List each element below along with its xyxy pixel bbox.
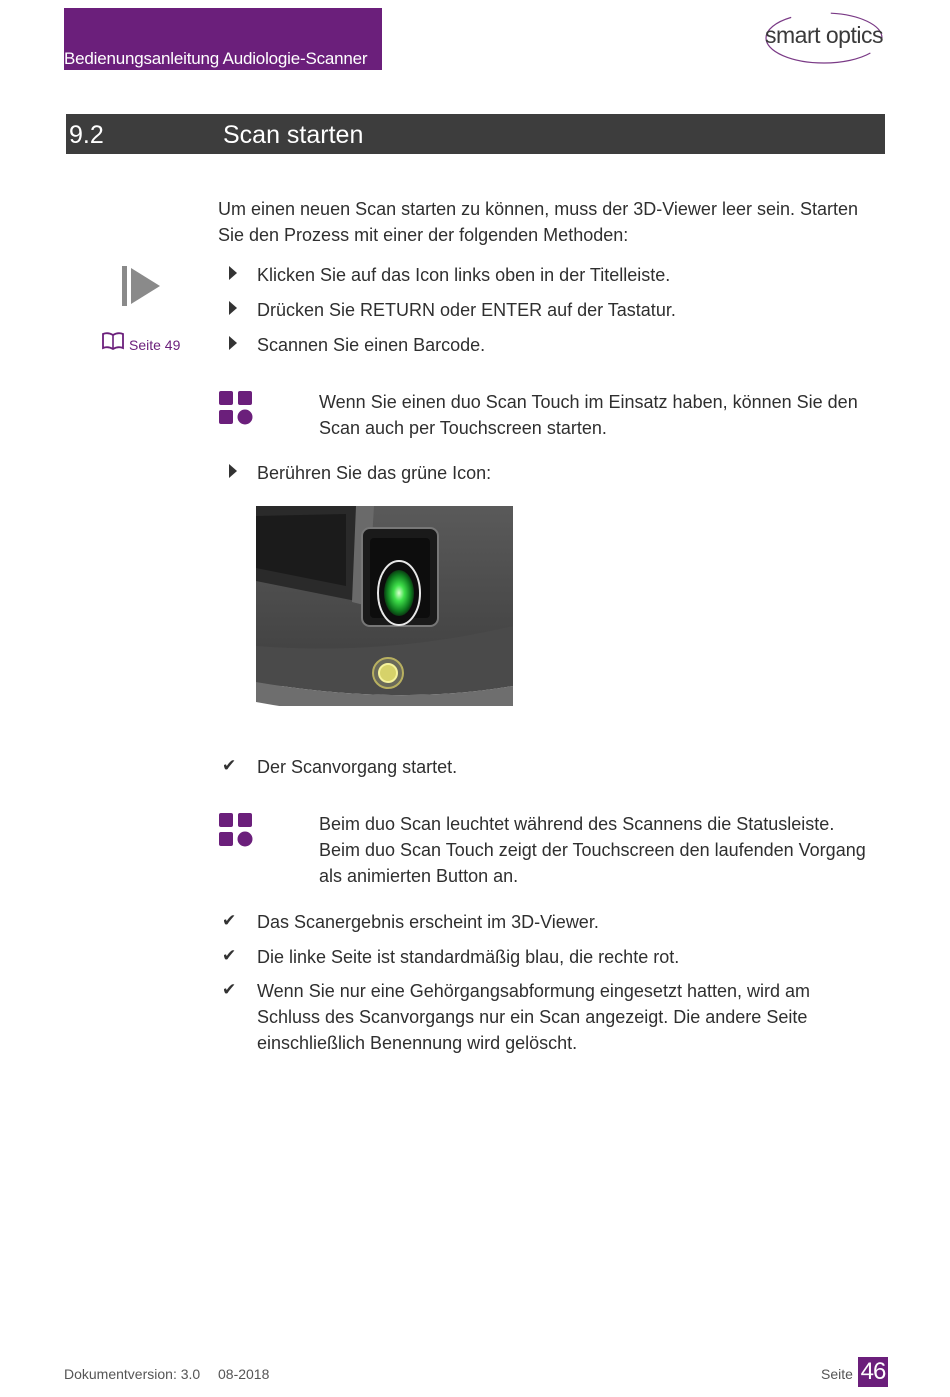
bullet-arrow-icon (229, 301, 237, 315)
note-text: Beim duo Scan leuchtet während des Scannens die Statusleiste. Beim duo Scan Touch zeigt der Touchscreen den laufenden Vorgang als animierten Button an. (319, 814, 866, 886)
bullet-arrow-icon (229, 336, 237, 350)
section-heading-bar (66, 114, 885, 154)
document-version: Dokumentversion: 3.0 (64, 1366, 201, 1382)
check-icon: ✔ (222, 946, 237, 966)
device-note-icon (218, 812, 254, 848)
section-title: Scan starten (223, 121, 364, 149)
method-item: Scannen Sie einen Barcode. (257, 335, 486, 355)
intro-paragraph: Um einen neuen Scan starten zu können, muss der 3D-Viewer leer sein. Starten Sie den Prozess mit einer der folgenden Methoden: (218, 199, 859, 245)
device-note-icon (218, 390, 254, 426)
method-item: Klicken Sie auf das Icon links oben in der Titelleiste. (257, 265, 671, 285)
page-label: Seite (821, 1366, 853, 1382)
document-date: 08-2018 (218, 1366, 270, 1382)
bullet-arrow-icon (229, 266, 237, 280)
play-start-icon (120, 264, 162, 308)
touch-step-text: Berühren Sie das grüne Icon: (257, 463, 492, 483)
result-text: Der Scanvorgang startet. (257, 757, 458, 777)
method-item: Drücken Sie RETURN oder ENTER auf der Tastatur. (257, 300, 676, 320)
page-reference-link[interactable]: Seite 49 (129, 337, 181, 353)
result-text: Das Scanergebnis erscheint im 3D-Viewer. (257, 912, 599, 932)
result-text: Wenn Sie nur eine Gehörgangsabformung eingesetzt hatten, wird am Schluss des Scanvorgangs nur ein Scan angezeigt. Die andere Seite einschließlich Benennung wird gelöscht. (257, 981, 810, 1053)
note-text: Wenn Sie einen duo Scan Touch im Einsatz haben, können Sie den Scan auch per Touchscreen starten. (319, 392, 858, 438)
book-reference-icon[interactable] (102, 332, 124, 350)
document-title: Bedienungsanleitung Audiologie-Scanner (64, 49, 368, 68)
check-icon: ✔ (222, 911, 237, 931)
result-text: Die linke Seite ist standardmäßig blau, die rechte rot. (257, 947, 680, 967)
bullet-arrow-icon (229, 464, 237, 478)
check-icon: ✔ (222, 980, 237, 1000)
section-number: 9.2 (69, 121, 104, 149)
logo-text: smart optics (765, 22, 883, 48)
check-icon: ✔ (222, 756, 237, 776)
page-number: 46 (860, 1358, 886, 1385)
scanner-touchscreen-photo (256, 506, 513, 730)
